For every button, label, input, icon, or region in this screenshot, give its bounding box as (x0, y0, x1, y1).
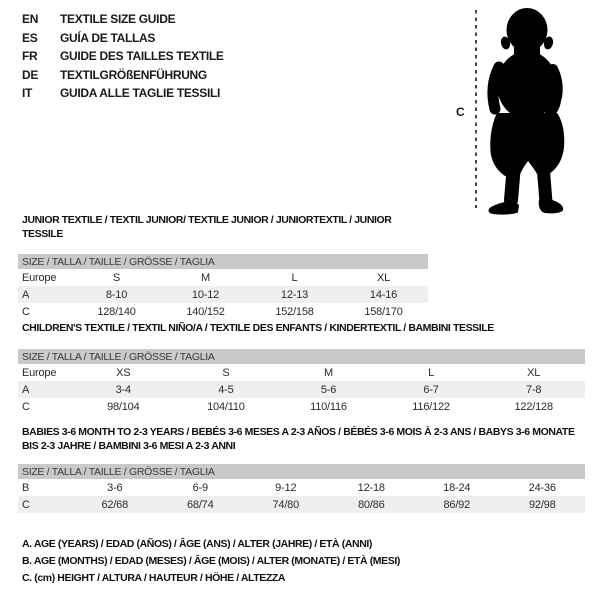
note-age-months: B. AGE (MONTHS) / EDAD (MESES) / ÂGE (MOIS) / ALTER (MONATE) / ETÀ (MESI) (22, 555, 400, 567)
table-row (18, 381, 585, 398)
note-age-years: A. AGE (YEARS) / EDAD (AÑOS) / ÂGE (ANS) / ALTER (JAHRE) / ETÀ (ANNI) (22, 538, 373, 550)
size-value-cell: L (291, 271, 298, 284)
language-title: TEXTILE SIZE GUIDE (60, 12, 176, 26)
size-value-cell: 6-7 (423, 383, 439, 396)
language-code: EN (22, 12, 39, 26)
table-row (18, 269, 428, 286)
size-value-cell: 3-6 (107, 481, 123, 494)
baby-silhouette-icon (483, 7, 578, 215)
table-row (18, 286, 428, 303)
size-header-cell: SIZE / TALLA / TAILLE / GRÖSSE / TAGLIA (18, 254, 428, 269)
size-value-cell: 92/98 (528, 498, 556, 511)
size-value-cell: 3-4 (115, 383, 131, 396)
section-title: CHILDREN'S TEXTILE / TEXTIL NIÑO/A / TEXTILE DES ENFANTS / KINDERTEXTIL / BAMBINI TESSILE (22, 322, 494, 334)
language-code: ES (22, 30, 38, 45)
size-header-cell: SIZE / TALLA / TAILLE / GRÖSSE / TAGLIA (18, 464, 585, 479)
size-value-cell: M (201, 271, 210, 284)
language-code: FR (22, 49, 38, 63)
row-label-cell: Europe (22, 271, 57, 284)
size-value-cell: S (222, 366, 230, 379)
section-childrens-textile (18, 321, 585, 415)
row-label-cell: B (22, 481, 30, 494)
size-value-cell: 128/140 (97, 305, 136, 318)
language-row-es (22, 29, 224, 48)
size-value-cell: 12-18 (357, 481, 385, 494)
section-title: JUNIOR TEXTILE / TEXTIL JUNIOR/ TEXTILE JUNIOR / JUNIORTEXTIL / JUNIOR TESSILE (22, 214, 392, 240)
size-value-cell: 24-36 (528, 481, 556, 494)
language-row-it (22, 84, 224, 103)
size-value-cell: XS (116, 366, 131, 379)
legend-notes (22, 536, 400, 587)
size-value-cell: 8-10 (105, 288, 128, 301)
height-measure-label: C (456, 105, 465, 119)
size-value-cell: XL (376, 271, 391, 284)
row-label-cell: A (22, 383, 30, 396)
size-value-cell: 98/104 (107, 400, 140, 413)
size-value-cell: 5-6 (320, 383, 337, 396)
size-value-cell: 4-5 (218, 383, 234, 396)
size-value-cell: 6-9 (192, 481, 208, 494)
language-title: GUIDE DES TAILLES TEXTILE (60, 49, 224, 63)
junior-size-table (18, 254, 428, 320)
section-junior-textile (18, 213, 428, 320)
language-title-list (22, 10, 224, 103)
table-header-row (18, 464, 585, 479)
size-header-cell: SIZE / TALLA / TAILLE / GRÖSSE / TAGLIA (18, 349, 585, 364)
baby-figure (450, 5, 590, 215)
size-value-cell: 116/122 (412, 400, 450, 413)
size-value-cell: S (112, 271, 121, 284)
table-header-row (18, 254, 428, 269)
size-value-cell: 140/152 (186, 305, 225, 318)
table-row (18, 303, 428, 320)
size-value-cell: 14-16 (369, 288, 398, 301)
size-value-cell: 158/170 (364, 305, 403, 318)
table-header-row (18, 349, 585, 364)
row-label-cell: A (22, 288, 30, 301)
language-code: IT (22, 86, 33, 100)
size-value-cell: 62/68 (101, 498, 129, 511)
size-value-cell: 68/74 (186, 498, 214, 511)
section-title: BABIES 3-6 MONTH TO 2-3 YEARS / BEBÉS 3-6 MESES A 2-3 AÑOS / BÉBÉS 3-6 MOIS À 2-3 ANS / BABYS 3-6 MONATE BIS 2-3 JAHRE / BAMBINI 3-6 MESI A 2-3 ANNI (22, 426, 575, 452)
language-row-en (22, 10, 224, 29)
language-row-de (22, 66, 224, 85)
language-title: GUIDA ALLE TAGLIE TESSILI (60, 86, 221, 100)
table-row (18, 496, 585, 513)
table-row (18, 479, 585, 496)
children-size-table (18, 349, 585, 415)
size-value-cell: 18-24 (443, 481, 471, 494)
size-value-cell: 9-12 (275, 481, 297, 494)
size-value-cell: 12-13 (280, 288, 309, 301)
row-label-cell: C (22, 400, 30, 413)
size-value-cell: 122/128 (514, 400, 553, 413)
height-dashed-line-icon (474, 8, 478, 210)
language-title: GUÍA DE TALLAS (60, 30, 156, 45)
section-babies-textile (18, 425, 585, 513)
row-label-cell: Europe (22, 366, 57, 379)
size-value-cell: 86/92 (443, 498, 471, 511)
size-value-cell: M (324, 366, 333, 379)
babies-size-table (18, 464, 585, 513)
table-row (18, 398, 585, 415)
size-value-cell: 104/110 (207, 400, 245, 413)
row-label-cell: C (22, 305, 30, 318)
size-value-cell: 7-8 (526, 383, 542, 396)
language-title: TEXTILGRÖßENFÜHRUNG (60, 67, 207, 82)
size-value-cell: 110/116 (310, 400, 347, 413)
language-row-fr (22, 47, 224, 66)
row-label-cell: C (22, 498, 30, 511)
language-code: DE (22, 67, 39, 82)
size-value-cell: XL (527, 366, 541, 379)
size-value-cell: 10-12 (191, 288, 220, 301)
table-row (18, 364, 585, 381)
size-value-cell: 80/86 (357, 498, 385, 511)
size-value-cell: 152/158 (275, 305, 314, 318)
note-height-cm: C. (cm) HEIGHT / ALTURA / HAUTEUR / HÖHE / ALTEZZA (22, 572, 286, 584)
size-value-cell: L (428, 366, 435, 379)
size-value-cell: 74/80 (272, 498, 300, 511)
